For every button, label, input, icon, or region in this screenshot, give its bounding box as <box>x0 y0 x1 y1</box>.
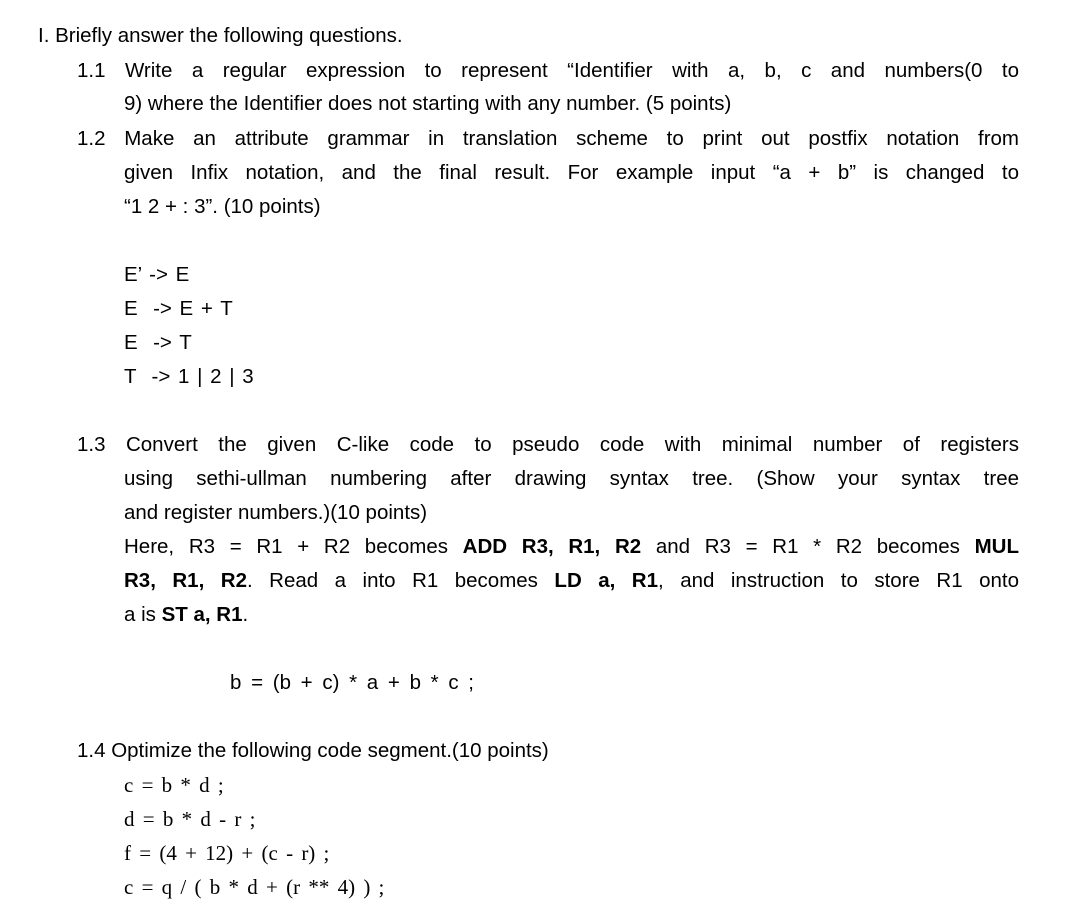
grammar-rule: E -> E + T <box>124 297 233 320</box>
st-instruction: ST a, R1 <box>161 603 243 626</box>
instruction-text: . Read a into R1 becomes <box>246 569 555 592</box>
q1-1-line-1: 1.1 Write a regular expression to represent “Identifier with a, b, c and numbers(0 to <box>77 59 1019 82</box>
q1-4-line-1: 1.4 Optimize the following code segment.(10 points) <box>77 739 549 762</box>
ld-instruction: LD a, R1 <box>554 569 659 592</box>
mul-instruction: MUL <box>974 535 1019 558</box>
instruction-text: and R3 = R1 * R2 becomes <box>641 535 975 558</box>
q1-2-line-2: given Infix notation, and the final result. For example input “a + b” is changed to <box>124 161 1019 184</box>
code-line: f = (4 + 12) + (c - r) ; <box>124 841 330 865</box>
instruction-text: a is <box>124 603 162 626</box>
q1-2-line-1: 1.2 Make an attribute grammar in translation scheme to print out postfix notation from <box>77 127 1019 150</box>
code-line: c = q / ( b * d + (r ** 4) ) ; <box>124 875 385 899</box>
q1-3-line-1: 1.3 Convert the given C-like code to pseudo code with minimal number of registers <box>77 433 1019 456</box>
instruction-text: . <box>242 603 249 626</box>
section-title: I. Briefly answer the following questions. <box>38 24 403 47</box>
mul-instruction-operands: R3, R1, R2 <box>124 569 247 592</box>
q1-3-line-5 <box>124 567 1019 595</box>
c-like-code: b = (b + c) * a + b * c ; <box>230 671 474 694</box>
grammar-rule: T -> 1 | 2 | 3 <box>124 365 254 388</box>
grammar-rule: E’ -> E <box>124 263 190 286</box>
instruction-text: , and instruction to store R1 onto <box>658 569 1020 592</box>
q1-1-line-2: 9) where the Identifier does not starting with any number. (5 points) <box>124 92 732 115</box>
code-line: d = b * d - r ; <box>124 807 256 831</box>
q1-3-line-4 <box>124 533 1019 561</box>
add-instruction: ADD R3, R1, R2 <box>462 535 642 558</box>
code-line: c = b * d ; <box>124 773 224 797</box>
grammar-rule: E -> T <box>124 331 192 354</box>
q1-3-line-6 <box>124 601 248 629</box>
q1-3-line-2: using sethi-ullman numbering after drawing syntax tree. (Show your syntax tree <box>124 467 1019 490</box>
instruction-text: Here, R3 = R1 + R2 becomes <box>124 535 463 558</box>
q1-3-line-3: and register numbers.)(10 points) <box>124 501 428 524</box>
q1-2-line-3: “1 2 + : 3”. (10 points) <box>124 195 321 218</box>
